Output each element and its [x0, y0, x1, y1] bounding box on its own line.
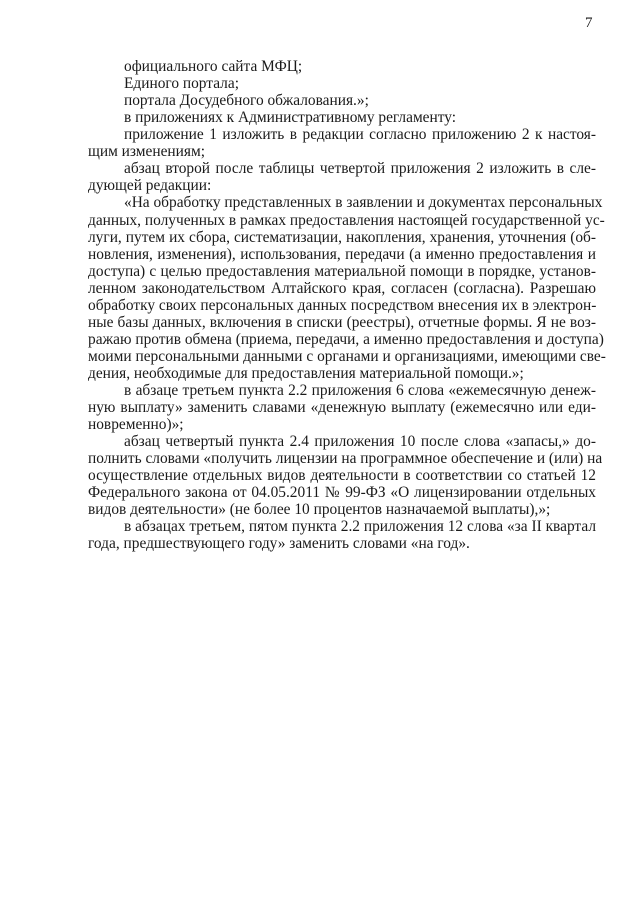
- text-line: «На обработку представленных в заявлении и документах персональных: [124, 194, 603, 212]
- text-line: ную выплату» заменить славами «денежную выплату (ежемесячно или еди-: [88, 399, 596, 416]
- text-line: абзац четвертый пункта 2.4 приложения 10 после слова «запасы,» до-: [124, 433, 596, 451]
- text-line: ражаю против обмена (приема, передачи, а именно предоставления и доступа): [88, 330, 604, 348]
- text-line: данных, полученных в рамках предоставления настоящей государственной ус-: [88, 211, 605, 229]
- text-line: доступа) с целью предоставления материальной помощи в порядке, установ-: [88, 262, 596, 280]
- text-line: новления, изменения), использования, передачи (а именно предоставления и: [88, 245, 596, 263]
- text-line: портала Досудебного обжалования.»;: [124, 92, 369, 110]
- text-line: в абзацах третьем, пятом пункта 2.2 приложения 12 слова «за II квартал: [124, 518, 596, 536]
- page-number: 7: [585, 15, 593, 31]
- text-line: в абзаце третьем пункта 2.2 приложения 6 слова «ежемесячную денеж-: [124, 381, 596, 399]
- text-line: щим изменениям;: [88, 143, 205, 161]
- text-line: дующей редакции:: [88, 177, 212, 195]
- text-line: в приложениях к Административному регламенту:: [124, 109, 457, 127]
- text-line: официального сайта МФЦ;: [124, 58, 303, 75]
- text-line: моими персональными данными с органами и организациями, имеющими све-: [88, 347, 606, 365]
- text-line: полнить словами «получить лицензии на программное обеспечение и (или) на: [88, 450, 603, 468]
- text-line: Федерального закона от 04.05.2011 № 99-ФЗ «О лицензировании отдельных: [88, 484, 596, 502]
- text-line: видов деятельности» (не более 10 процентов назначаемой выплаты),»;: [88, 501, 551, 519]
- text-line: Единого портала;: [124, 75, 239, 92]
- text-line: новременно)»;: [88, 416, 184, 434]
- text-line: приложение 1 изложить в редакции согласно приложению 2 к настоя-: [124, 126, 596, 144]
- text-line: дения, необходимые для предоставления материальной помощи.»;: [88, 364, 524, 382]
- text-line: года, предшествующего году» заменить словами «на год».: [88, 535, 470, 553]
- text-line: ные базы данных, включения в списки (реестры), отчетные формы. Я не воз-: [88, 313, 596, 331]
- text-line: ленном законодательством Алтайского края, согласен (согласна). Разрешаю: [88, 279, 596, 297]
- text-line: абзац второй после таблицы четвертой приложения 2 изложить в сле-: [124, 160, 596, 178]
- text-line: луги, путем их сбора, систематизации, накопления, хранения, уточнения (об-: [88, 228, 596, 246]
- text-line: осуществление отдельных видов деятельности в соответствии со статьей 12: [88, 467, 596, 485]
- text-line: обработку своих персональных данных посредством внесения их в электрон-: [88, 296, 597, 314]
